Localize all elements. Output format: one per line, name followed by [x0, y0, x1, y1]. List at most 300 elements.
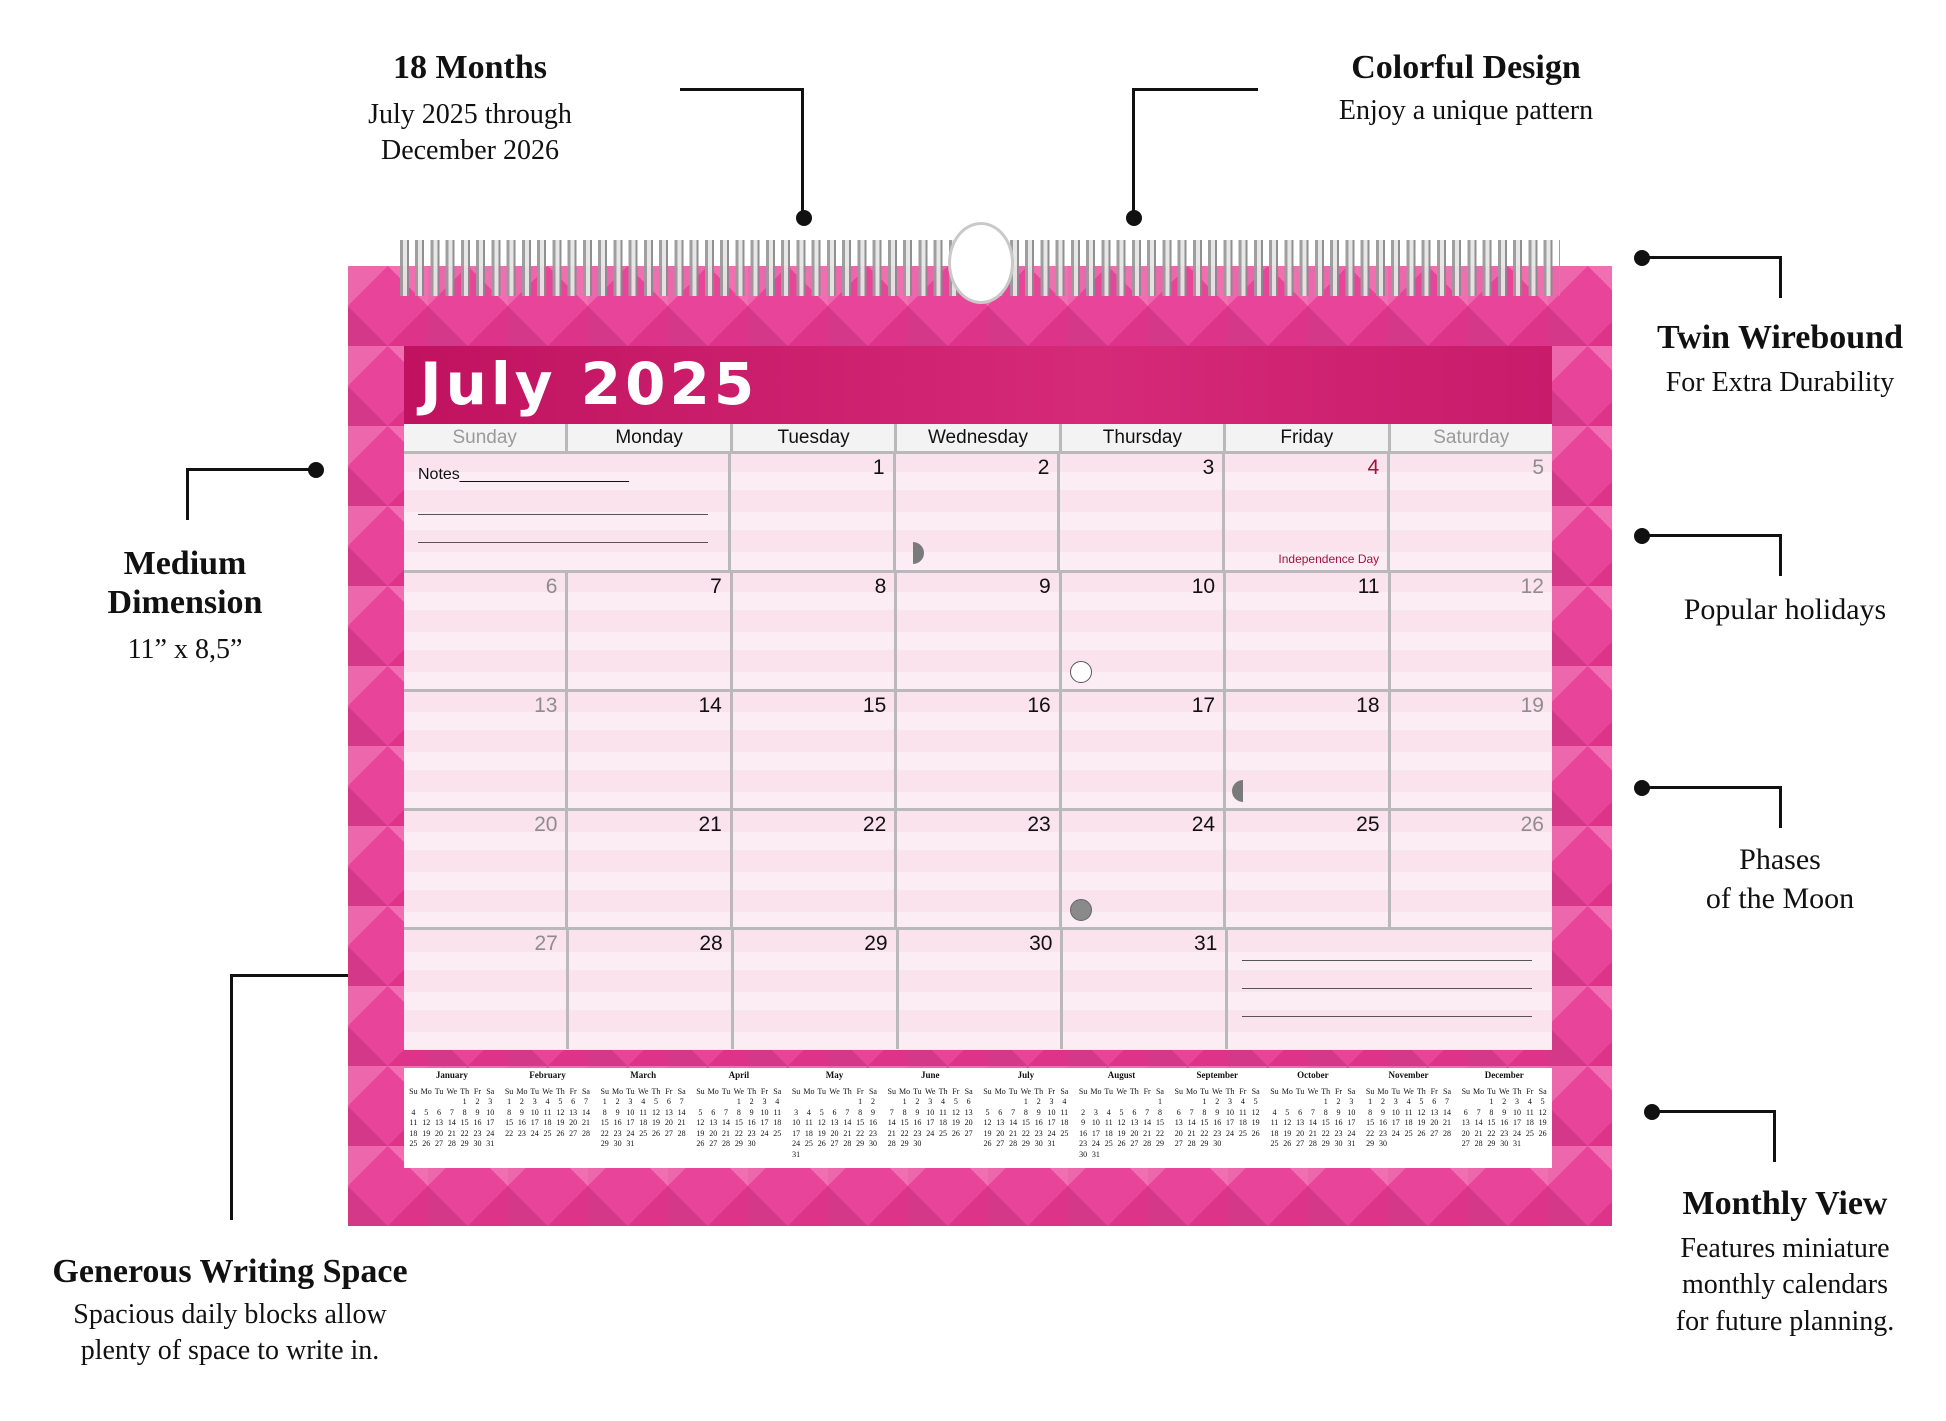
mini-week-row — [790, 1139, 880, 1150]
mini-day: 30 — [868, 1139, 877, 1148]
day-number: 10 — [1191, 575, 1216, 598]
mini-day: 8 — [1023, 1107, 1028, 1117]
mini-week-row — [885, 1129, 975, 1140]
notes-label: Notes___________________ — [418, 466, 629, 483]
mini-day: 9 — [1380, 1107, 1385, 1117]
mini-day: 13 — [1130, 1118, 1139, 1127]
mini-day: 26 — [422, 1139, 431, 1148]
mini-weekday: We — [924, 1086, 936, 1096]
mini-weekday: We — [1307, 1086, 1319, 1096]
mini-day: 2 — [1502, 1097, 1507, 1106]
mini-weekday: Tu — [1391, 1086, 1401, 1096]
mini-day: 29 — [1021, 1139, 1030, 1148]
mini-day: 20 — [964, 1118, 973, 1127]
callout-title: Dimension — [107, 584, 263, 622]
callout-title: Twin Wirebound — [1657, 319, 1903, 356]
mini-day: 26 — [1538, 1128, 1547, 1138]
mini-weekday: Mo — [1186, 1086, 1198, 1096]
mini-day — [885, 1097, 898, 1108]
mini-day — [1415, 1139, 1428, 1150]
mini-day: 20 — [664, 1118, 673, 1127]
mini-day: 16 — [868, 1118, 877, 1127]
mini-day: 4 — [775, 1097, 780, 1106]
mini-day: 25 — [1060, 1128, 1069, 1138]
day-cell[interactable] — [1226, 811, 1390, 927]
callout-text: Features miniature — [1680, 1233, 1890, 1265]
mini-day: 28 — [1009, 1139, 1018, 1148]
mini-day: 23 — [517, 1128, 526, 1138]
mini-day: 30 — [747, 1139, 756, 1148]
mini-day — [1077, 1097, 1090, 1108]
callout-title: Monthly View — [1682, 1185, 1888, 1222]
mini-day: 4 — [941, 1097, 946, 1106]
mini-week-row — [1172, 1118, 1262, 1129]
mini-day: 15 — [1366, 1118, 1375, 1127]
day-cell[interactable] — [404, 811, 568, 927]
mini-day: 15 — [1021, 1118, 1030, 1127]
mini-day: 23 — [1334, 1128, 1343, 1138]
callout-title: Medium — [123, 545, 247, 582]
mini-day: 2 — [1081, 1107, 1086, 1117]
mini-day: 21 — [722, 1128, 731, 1138]
mini-weekday: Th — [747, 1086, 757, 1096]
mini-day — [1249, 1139, 1262, 1150]
mini-day: 8 — [736, 1107, 741, 1117]
mini-weekday: Tu — [1487, 1086, 1496, 1096]
mini-day: 22 — [600, 1128, 609, 1138]
day-cell[interactable] — [733, 811, 897, 927]
day-cell[interactable] — [568, 811, 732, 927]
mini-day: 23 — [868, 1128, 877, 1138]
day-cell[interactable] — [733, 692, 897, 808]
day-cell[interactable] — [1391, 573, 1552, 689]
mini-day: 5 — [1119, 1107, 1124, 1117]
mini-day: 21 — [1143, 1128, 1152, 1138]
mini-week-row — [981, 1139, 1071, 1150]
mini-day: 2 — [870, 1097, 875, 1106]
callout-title: Generous Writing Space — [52, 1253, 408, 1290]
mini-day: 14 — [1009, 1118, 1018, 1127]
mini-day: 3 — [794, 1107, 799, 1117]
mini-day: 17 — [760, 1118, 769, 1127]
day-number: 24 — [1191, 813, 1216, 836]
mini-weekday: We — [446, 1086, 458, 1096]
mini-day — [1102, 1150, 1115, 1161]
mini-day: 10 — [1047, 1107, 1056, 1117]
day-cell[interactable] — [731, 454, 896, 570]
mini-day — [650, 1139, 663, 1150]
mini-day: 3 — [1228, 1097, 1233, 1106]
mini-week-row — [503, 1108, 593, 1119]
notes-line — [418, 514, 708, 515]
mini-day: 5 — [985, 1107, 990, 1117]
mini-week-row — [1364, 1108, 1454, 1119]
mini-day: 1 — [736, 1097, 741, 1106]
weekday-label: Tuesday — [733, 424, 897, 454]
mini-weekday: Th — [555, 1086, 565, 1096]
mini-day: 17 — [1391, 1118, 1400, 1127]
callout-title: Colorful Design — [1351, 49, 1581, 86]
mini-day: 4 — [641, 1097, 646, 1106]
mini-weekday: Sa — [868, 1086, 877, 1096]
mini-day: 2 — [615, 1097, 620, 1106]
mini-month-name: October — [1297, 1070, 1329, 1080]
mini-day: 18 — [639, 1118, 648, 1127]
mini-week-row — [1268, 1097, 1358, 1108]
mini-day: 24 — [926, 1128, 935, 1138]
mini-week-row — [1172, 1129, 1262, 1140]
mini-day: 28 — [1308, 1139, 1317, 1148]
mini-day — [707, 1097, 720, 1108]
day-cell[interactable] — [1062, 573, 1226, 689]
mini-day: 28 — [677, 1128, 686, 1138]
mini-weekday-row — [407, 1087, 497, 1098]
mini-day: 6 — [571, 1097, 576, 1106]
mini-week-row — [407, 1097, 497, 1108]
day-cell[interactable] — [404, 692, 568, 808]
mini-day: 2 — [519, 1097, 524, 1106]
mini-day — [420, 1097, 433, 1108]
mini-day: 29 — [600, 1139, 609, 1148]
mini-day: 26 — [983, 1139, 992, 1148]
mini-day: 20 — [1296, 1128, 1305, 1138]
mini-day: 28 — [447, 1139, 456, 1148]
mini-day: 27 — [1461, 1139, 1470, 1148]
month-title: July 2025 — [420, 350, 759, 418]
mini-day: 13 — [569, 1107, 578, 1117]
mini-day — [1428, 1139, 1441, 1150]
day-cell[interactable] — [568, 692, 732, 808]
mini-month — [882, 1068, 978, 1168]
mini-day: 7 — [1476, 1107, 1481, 1117]
day-cell[interactable] — [734, 930, 899, 1049]
day-cell[interactable] — [1391, 692, 1552, 808]
mini-weekday: We — [637, 1086, 649, 1096]
day-cell[interactable] — [896, 454, 1061, 570]
mini-weekday: Sa — [964, 1086, 973, 1096]
mini-week-row — [503, 1097, 593, 1108]
callout-text: July 2025 through — [368, 99, 572, 131]
mini-day: 3 — [1393, 1097, 1398, 1106]
mini-day — [937, 1139, 950, 1150]
mini-day: 22 — [1021, 1128, 1030, 1138]
mini-day: 14 — [581, 1107, 590, 1117]
mini-day — [949, 1139, 962, 1150]
mini-day: 30 — [1213, 1139, 1222, 1148]
mini-weekday: Mo — [420, 1086, 432, 1096]
mini-day — [1389, 1139, 1402, 1150]
mini-day: 17 — [1347, 1118, 1356, 1127]
mini-day: 25 — [1270, 1139, 1279, 1148]
mini-day: 20 — [569, 1118, 578, 1127]
day-number: 16 — [1027, 694, 1051, 717]
mini-weekday: Tu — [1295, 1086, 1305, 1096]
callout-colorful-design — [1296, 48, 1636, 129]
mini-day: 3 — [488, 1097, 493, 1106]
mini-day: 28 — [1187, 1139, 1196, 1148]
mini-weekday: Su — [600, 1086, 609, 1096]
month-banner — [404, 346, 1552, 424]
day-cell[interactable] — [897, 573, 1061, 689]
mini-day — [1536, 1139, 1549, 1150]
mini-day: 13 — [664, 1107, 673, 1117]
mini-month — [691, 1068, 787, 1168]
day-cell[interactable] — [733, 573, 897, 689]
callout-popular-holidays — [1640, 590, 1930, 629]
mini-day: 6 — [966, 1097, 971, 1106]
mini-day: 22 — [1487, 1128, 1496, 1138]
mini-day: 15 — [734, 1118, 743, 1127]
day-cell[interactable] — [404, 930, 569, 1049]
callout-text: Enjoy a unique pattern — [1338, 95, 1594, 127]
mini-day: 22 — [900, 1128, 909, 1138]
day-number: 17 — [1191, 694, 1216, 717]
mini-weekday: Th — [1321, 1086, 1331, 1096]
mini-day: 9 — [1036, 1107, 1041, 1117]
mini-weekday: Tu — [434, 1086, 444, 1096]
mini-weekday: Th — [1034, 1086, 1044, 1096]
mini-week-row — [1077, 1150, 1167, 1161]
mini-day: 21 — [887, 1128, 896, 1138]
day-cell[interactable] — [899, 930, 1064, 1049]
mini-weekday: Mo — [1090, 1086, 1102, 1096]
mini-day — [962, 1139, 975, 1150]
mini-day: 5 — [424, 1107, 429, 1117]
day-cell[interactable] — [404, 573, 568, 689]
mini-day: 8 — [1368, 1107, 1373, 1117]
mini-day: 1 — [1202, 1097, 1207, 1106]
day-cell[interactable] — [1063, 930, 1228, 1049]
mini-day: 12 — [1251, 1107, 1260, 1117]
mini-day: 31 — [626, 1139, 635, 1148]
mini-weekday: Fr — [1143, 1086, 1151, 1096]
mini-day: 18 — [939, 1118, 948, 1127]
mini-day: 24 — [1513, 1128, 1522, 1138]
mini-day: 2 — [749, 1097, 754, 1106]
mini-day: 2 — [475, 1097, 480, 1106]
mini-weekday: Th — [1512, 1086, 1522, 1096]
mini-month — [500, 1068, 596, 1168]
mini-day: 25 — [543, 1128, 552, 1138]
mini-day: 30 — [913, 1139, 922, 1148]
day-cell[interactable] — [1226, 692, 1390, 808]
mini-week-row — [598, 1129, 688, 1140]
mini-day — [1154, 1150, 1167, 1161]
mini-day — [815, 1097, 828, 1108]
mini-day: 3 — [1049, 1097, 1054, 1106]
day-number: 30 — [1029, 932, 1053, 955]
mini-day: 15 — [505, 1118, 514, 1127]
mini-day: 9 — [1215, 1107, 1220, 1117]
mini-weekday: Fr — [1334, 1086, 1343, 1096]
mini-day: 3 — [1093, 1107, 1098, 1117]
mini-day: 8 — [902, 1107, 907, 1117]
mini-week-row — [694, 1108, 784, 1119]
mini-day: 30 — [1034, 1139, 1043, 1148]
weekday-label: Monday — [568, 424, 732, 454]
day-cell[interactable] — [1390, 454, 1552, 570]
mini-day: 10 — [926, 1107, 935, 1117]
callout-text: December 2026 — [380, 135, 560, 167]
day-number: 4 — [1367, 456, 1380, 479]
mini-week-row — [885, 1139, 975, 1150]
mini-day: 5 — [953, 1097, 958, 1106]
mini-day: 26 — [652, 1128, 660, 1138]
mini-weekday: Mo — [707, 1086, 719, 1096]
mini-week-row — [981, 1129, 1071, 1140]
mini-day: 23 — [1034, 1128, 1043, 1138]
leader-dot — [1126, 210, 1142, 226]
mini-week-row — [694, 1139, 784, 1150]
day-cell[interactable] — [568, 573, 732, 689]
mini-day: 16 — [1334, 1118, 1343, 1127]
mini-weekday: Su — [1365, 1086, 1375, 1096]
mini-day — [815, 1150, 828, 1161]
mini-day: 27 — [664, 1128, 673, 1138]
mini-day: 18 — [1060, 1118, 1069, 1127]
mini-day: 6 — [437, 1107, 442, 1117]
mini-day: 25 — [804, 1139, 813, 1148]
mini-weekday-row — [1364, 1087, 1454, 1098]
mini-weekday: Fr — [473, 1086, 482, 1096]
mini-month-name: June — [920, 1070, 940, 1080]
mini-day: 10 — [626, 1107, 635, 1117]
mini-day: 25 — [639, 1128, 648, 1138]
notes-block[interactable] — [1228, 930, 1552, 1049]
mini-week-row — [503, 1129, 593, 1140]
mini-day: 4 — [411, 1107, 416, 1117]
mini-weekday: Sa — [1538, 1086, 1547, 1096]
mini-weekday: Fr — [1526, 1086, 1534, 1096]
mini-day: 7 — [1011, 1107, 1016, 1117]
mini-day: 7 — [845, 1107, 850, 1117]
mini-day: 18 — [1104, 1128, 1113, 1138]
mini-day: 31 — [792, 1149, 801, 1159]
mini-month-name: May — [825, 1070, 844, 1080]
mini-weekday: Tu — [1008, 1086, 1018, 1096]
mini-day: 23 — [1079, 1139, 1088, 1148]
mini-day: 27 — [996, 1139, 1005, 1148]
mini-weekday: Sa — [677, 1086, 686, 1096]
mini-day: 6 — [711, 1107, 716, 1117]
mini-day — [1115, 1097, 1128, 1108]
mini-weekday: We — [1020, 1086, 1032, 1096]
mini-week-row — [1459, 1118, 1549, 1129]
mini-day: 24 — [1047, 1128, 1056, 1138]
mini-day: 7 — [889, 1107, 894, 1117]
mini-week-row — [1077, 1139, 1167, 1150]
leader-line — [186, 468, 318, 520]
mini-weekday: Mo — [803, 1086, 815, 1096]
mini-day: 6 — [1176, 1107, 1181, 1117]
mini-day: 10 — [1391, 1107, 1400, 1117]
mini-day: 11 — [773, 1107, 782, 1117]
mini-day: 19 — [1251, 1118, 1260, 1127]
mini-day: 18 — [1525, 1118, 1534, 1127]
mini-day: 13 — [964, 1107, 973, 1117]
mini-day: 5 — [558, 1097, 563, 1106]
day-cell[interactable] — [1225, 454, 1390, 570]
mini-weekday: Fr — [856, 1086, 864, 1096]
mini-day — [1172, 1097, 1185, 1108]
day-cell[interactable] — [1060, 454, 1225, 570]
day-cell[interactable] — [569, 930, 734, 1049]
mini-weekday: Th — [1416, 1086, 1426, 1096]
mini-day: 12 — [422, 1118, 431, 1127]
mini-month — [1456, 1068, 1552, 1168]
mini-day: 6 — [1432, 1097, 1437, 1106]
mini-day: 8 — [1202, 1107, 1207, 1117]
mini-day: 16 — [1500, 1118, 1509, 1127]
mini-week-row — [885, 1118, 975, 1129]
day-number: 8 — [874, 575, 887, 598]
day-cell[interactable] — [1391, 811, 1552, 927]
new-moon-icon — [1070, 899, 1092, 921]
mini-day: 14 — [1474, 1118, 1483, 1127]
mini-week-row — [1364, 1129, 1454, 1140]
mini-weekday: Su — [696, 1086, 705, 1096]
mini-day: 30 — [1500, 1139, 1509, 1148]
mini-weekday: Fr — [1047, 1086, 1056, 1096]
mini-day: 18 — [409, 1128, 418, 1138]
mini-month-name: February — [529, 1070, 566, 1080]
mini-weekday-row — [1077, 1087, 1167, 1098]
mini-month-name: September — [1196, 1070, 1238, 1080]
mini-day: 22 — [1321, 1128, 1330, 1138]
mini-day: 6 — [1298, 1107, 1303, 1117]
mini-week-row — [407, 1139, 497, 1150]
day-number: 22 — [862, 813, 887, 836]
mini-day: 11 — [1526, 1107, 1534, 1117]
mini-day: 24 — [760, 1128, 769, 1138]
mini-month — [1361, 1068, 1457, 1168]
mini-day — [841, 1150, 854, 1161]
day-cell[interactable] — [1226, 573, 1390, 689]
mini-weekday: Mo — [1281, 1086, 1293, 1096]
mini-day: 13 — [996, 1118, 1005, 1127]
mini-day: 24 — [792, 1139, 801, 1148]
day-cell[interactable] — [1062, 692, 1226, 808]
mini-week-row — [1364, 1118, 1454, 1129]
mini-day — [662, 1139, 675, 1150]
mini-day: 27 — [435, 1139, 444, 1148]
mini-weekday: Th — [460, 1086, 470, 1096]
day-number: 31 — [1193, 932, 1218, 955]
mini-day — [758, 1139, 771, 1150]
notes-block[interactable] — [404, 454, 731, 570]
callout-text: monthly calendars — [1681, 1269, 1889, 1301]
mini-week-row — [694, 1097, 784, 1108]
mini-day: 19 — [556, 1118, 565, 1127]
mini-weekday: Th — [651, 1086, 661, 1096]
mini-day: 13 — [830, 1118, 839, 1127]
mini-weekday: Mo — [994, 1086, 1006, 1096]
mini-day: 20 — [830, 1128, 839, 1138]
mini-weekday-row — [694, 1087, 784, 1098]
day-number: 11 — [1357, 575, 1380, 598]
mini-day: 25 — [1404, 1128, 1413, 1138]
day-cell[interactable] — [897, 692, 1061, 808]
day-cell[interactable] — [1062, 811, 1226, 927]
mini-day: 24 — [1391, 1128, 1400, 1138]
day-number: 1 — [872, 456, 885, 479]
mini-day: 1 — [1489, 1097, 1494, 1106]
mini-day: 4 — [1240, 1097, 1245, 1106]
mini-day: 10 — [530, 1107, 539, 1117]
mini-week-row — [790, 1118, 880, 1129]
day-cell[interactable] — [897, 811, 1061, 927]
mini-day: 15 — [1200, 1118, 1209, 1127]
